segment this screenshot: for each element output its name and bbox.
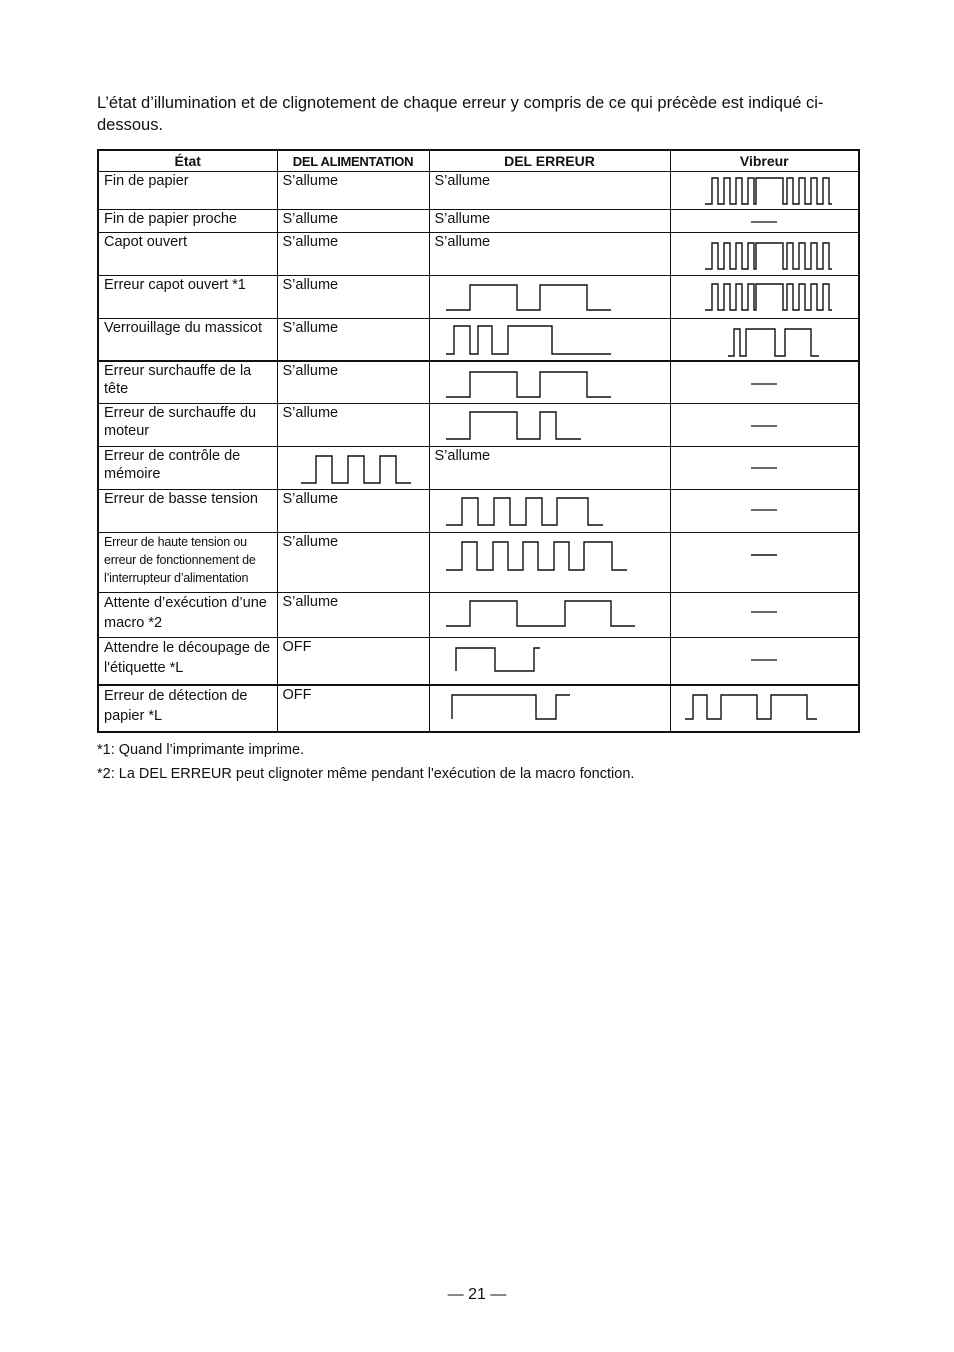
buzzer-dash: [671, 490, 859, 532]
row-etat: Erreur capot ouvert *1: [104, 277, 246, 293]
header-error-led: DEL ERREUR: [429, 150, 670, 172]
row-etat: Verrouillage du massicot: [104, 320, 262, 336]
row-etat: Attente d’exécution d’une macro *2: [104, 595, 267, 631]
table-row: [98, 533, 859, 593]
buzzer-waveform: [671, 686, 859, 731]
buzzer-dash: [671, 362, 859, 403]
error-led-waveform: [430, 362, 670, 403]
error-led-waveform: [430, 686, 670, 731]
buzzer-dash: [671, 533, 859, 592]
footnotes: [97, 738, 634, 786]
footnote-1: *1: Quand l’imprimante imprime.: [97, 742, 305, 758]
row-error: S’allume: [434, 173, 491, 189]
footnote-2: *2: La DEL ERREUR peut clignoter même pendant l'exécution de la macro fonction.: [97, 766, 635, 782]
buzzer-dash: [671, 447, 859, 489]
row-error: S’allume: [434, 448, 491, 464]
row-power: S’allume: [282, 405, 339, 421]
buzzer-dash: [671, 593, 859, 637]
error-led-waveform: [430, 404, 670, 446]
row-power: S’allume: [282, 320, 339, 336]
buzzer-waveform: [671, 319, 859, 360]
header-buzzer: Vibreur: [670, 150, 859, 172]
row-etat: Erreur de surchauffe du moteur: [104, 405, 257, 439]
error-led-waveform: [430, 276, 670, 318]
table-row: [98, 638, 859, 686]
row-error: S’allume: [434, 234, 491, 250]
error-led-waveform: [430, 533, 670, 592]
table-header-row: [98, 150, 859, 172]
buzzer-dash: [671, 404, 859, 446]
table-row: [98, 276, 859, 319]
buzzer-waveform: [671, 172, 859, 208]
page-number: — 21 —: [447, 1286, 507, 1303]
row-etat: Erreur de détection de papier *L: [104, 688, 248, 724]
table-row: [98, 593, 859, 638]
row-power: S’allume: [282, 594, 339, 610]
row-etat: Fin de papier proche: [104, 211, 237, 227]
table-row: [98, 404, 859, 447]
table-row: [98, 233, 859, 276]
table-row: [98, 361, 859, 404]
row-etat: Erreur de basse tension: [104, 491, 258, 507]
row-etat: Fin de papier: [104, 173, 189, 189]
intro-paragraph: L’état d’illumination et de clignotement de chaque erreur y compris de ce qui précède est indiqué ci-dessous.: [97, 94, 824, 134]
table-row: [98, 447, 859, 490]
row-etat: Capot ouvert: [104, 234, 188, 250]
table-row: [98, 172, 859, 210]
table-row: [98, 490, 859, 533]
row-power: S’allume: [282, 277, 339, 293]
buzzer-waveform: [671, 233, 859, 275]
buzzer-waveform: [671, 276, 859, 318]
row-power: OFF: [282, 639, 312, 655]
buzzer-dash: [671, 638, 859, 684]
table-row: [98, 685, 859, 732]
status-table: [97, 149, 860, 733]
row-etat: Attendre le découpage de l'étiquette *L: [104, 640, 271, 676]
row-etat: Erreur de haute tension ou erreur de fonctionnement de l’interrupteur d’alimentation: [104, 535, 256, 585]
header-etat: État: [98, 150, 277, 172]
row-power: S’allume: [282, 534, 339, 550]
row-power: S’allume: [282, 173, 339, 189]
power-led-waveform: [278, 447, 429, 489]
row-etat: Erreur surchauffe de la tête: [104, 363, 252, 397]
table-row: [98, 319, 859, 362]
row-error: S’allume: [434, 211, 491, 227]
table-row: [98, 210, 859, 233]
header-power-led: DEL ALIMENTATION: [277, 150, 429, 172]
error-led-waveform: [430, 490, 670, 532]
error-led-waveform: [430, 319, 670, 360]
row-power: S’allume: [282, 363, 339, 379]
buzzer-dash: [671, 210, 859, 232]
row-etat: Erreur de contrôle de mémoire: [104, 448, 241, 482]
row-power: OFF: [282, 687, 312, 703]
row-power: S’allume: [282, 491, 339, 507]
row-power: S’allume: [282, 211, 339, 227]
error-led-waveform: [430, 638, 670, 684]
row-power: S’allume: [282, 234, 339, 250]
error-led-waveform: [430, 593, 670, 637]
